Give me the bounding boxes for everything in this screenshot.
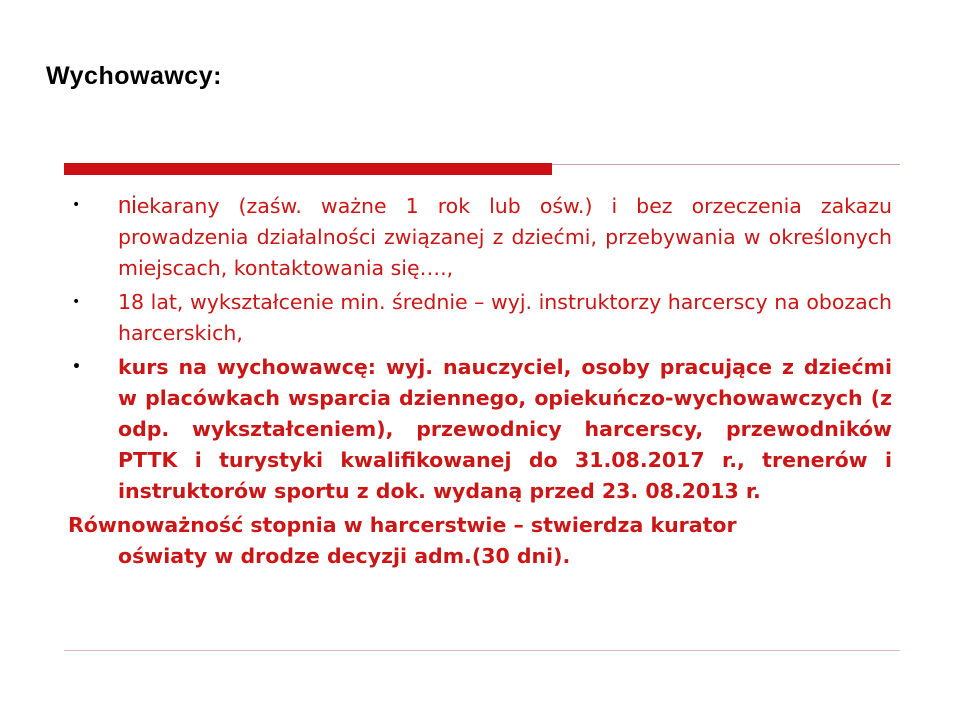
summary-paragraph [68,510,892,572]
bullet-dot-icon: • [72,359,81,375]
slide-title: Wychowawcy: [46,62,222,90]
footer-divider [64,650,900,651]
title-divider-accent [64,163,552,175]
list-item-text: 18 lat, wykształcenie min. średnie – wyj. instruktorzy harcerscy na obozach harcerskich, [118,290,892,345]
list-item [68,287,892,349]
bullet-dot-icon: • [72,197,81,213]
list-item-text: ekarany (zaśw. ważne 1 rok lub ośw.) i bez orzeczenia zakazu prowadzenia działalności związanej z dziećmi, przebywania w określonych miejscach, kontaktowania się…., [118,194,892,280]
list-item [68,352,892,507]
list-item-text: kurs na wychowawcę: wyj. nauczyciel, osoby pracujące z dziećmi w placówkach wsparcia dziennego, opiekuńczo-wychowawczych (z odp. wykształceniem), przewodnicy harcerscy, przewodników PTTK i turystyki kwalifikowanej do 31.08.2017 r., trenerów i instruktorów sportu z dok. wydaną przed 23. 08.2013 r. [118,355,892,503]
summary-line: oświaty w drodze decyzji adm.(30 dni). [118,544,571,568]
bullet-dot-icon: • [72,294,81,310]
list-item-prefix: ni [118,192,137,219]
slide-content [68,190,892,572]
summary-line: Równoważność stopnia w harcerstwie – stwierdza kurator [68,513,737,537]
list-item [68,190,892,284]
